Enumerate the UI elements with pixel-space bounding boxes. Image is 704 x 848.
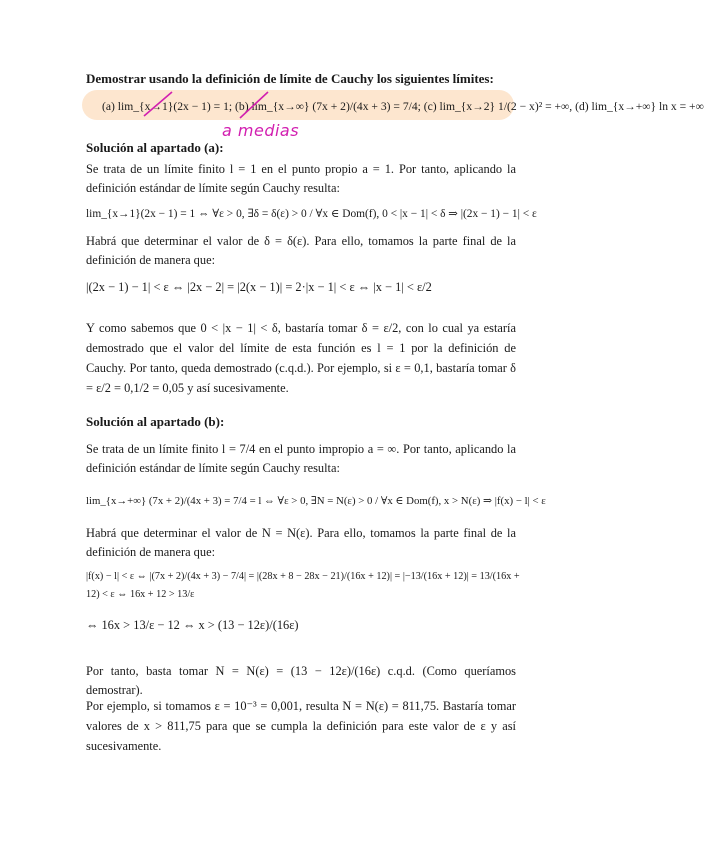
section-a-definition: lim_{x→1}(2x − 1) = 1 ⇔ ∀ε > 0, ∃δ = δ(ε) > 0 / ∀x ∈ Dom(f), 0 < |x − 1| < δ ⇒ |(2x − 1) − 1| < ε: [86, 208, 537, 220]
section-a-heading: Solución al apartado (a):: [86, 140, 224, 155]
section-a-find-delta: Habrá que determinar el valor de δ = δ(ε). Para ello, tomamos la parte final de la definición de manera que:: [86, 234, 516, 267]
section-a-derivation: |(2x − 1) − 1| < ε ⇔ |2x − 2| = |2(x − 1)| = 2·|x − 1| < ε ⇔ |x − 1| < ε/2: [86, 280, 432, 294]
section-b-intro: Se trata de un límite finito l = 7/4 en el punto impropio a = ∞. Por tanto, aplicando la definición estándar de límite según Cauchy resulta:: [86, 442, 516, 475]
section-b-derivation-2: ⇔ 16x > 13/ε − 12 ⇔ x > (13 − 12ε)/(16ε): [86, 618, 299, 632]
section-b-definition: lim_{x→+∞} (7x + 2)/(4x + 3) = 7/4 = l ⇔ ∀ε > 0, ∃N = N(ε) > 0 / ∀x ∈ Dom(f), x > N(ε) ⇒ |f(x) − l| < ε: [86, 495, 546, 507]
section-a-intro: Se trata de un límite finito l = 1 en el punto propio a = 1. Por tanto, aplicando la definición estándar de límite según Cauchy resulta:: [86, 162, 516, 195]
section-b-example: Por ejemplo, si tomamos ε = 10⁻³ = 0,001, resulta N = N(ε) = 811,75. Bastaría tomar valores de x > 811,75 para que se cumpla la definición para este valor de ε y así sucesivamente.: [86, 699, 516, 753]
section-b-find-N: Habrá que determinar el valor de N = N(ε). Para ello, tomamos la parte final de la definición de manera que:: [86, 526, 516, 559]
handwritten-note: a medias: [222, 121, 300, 140]
section-b-conclusion: Por tanto, basta tomar N = N(ε) = (13 − 12ε)/(16ε) c.q.d. (Como queríamos demostrar).: [86, 664, 516, 697]
document-title: Demostrar usando la definición de límite de Cauchy los siguientes límites:: [86, 71, 494, 86]
section-b-derivation-1: |f(x) − l| < ε ⇔ |(7x + 2)/(4x + 3) − 7/4| = |(28x + 8 − 28x − 21)/(16x + 12)| = |−13/(16x + 12)| = 13/(16x + 12) < ε ⇔ 16x + 12 > 13/ε: [86, 571, 520, 600]
section-a-conclusion: Y como sabemos que 0 < |x − 1| < δ, bastaría tomar δ = ε/2, con lo cual ya estaría demostrado que el valor del límite de esta función es l = 1 por la definición de Cauchy. Por tanto, queda demostrado (c.q.d.). Por ejemplo, si ε = 0,1, bastaría tomar δ = ε/2 = 0,1/2 = 0,05 y así sucesivamente.: [86, 321, 516, 395]
section-b-heading: Solución al apartado (b):: [86, 414, 225, 429]
limits-statement: (a) lim_{x→1}(2x − 1) = 1; (b) lim_{x→∞} (7x + 2)/(4x + 3) = 7/4; (c) lim_{x→2} 1/(2 − x)² = +∞, (d) lim_{x→+∞} ln x = +∞: [102, 100, 704, 113]
